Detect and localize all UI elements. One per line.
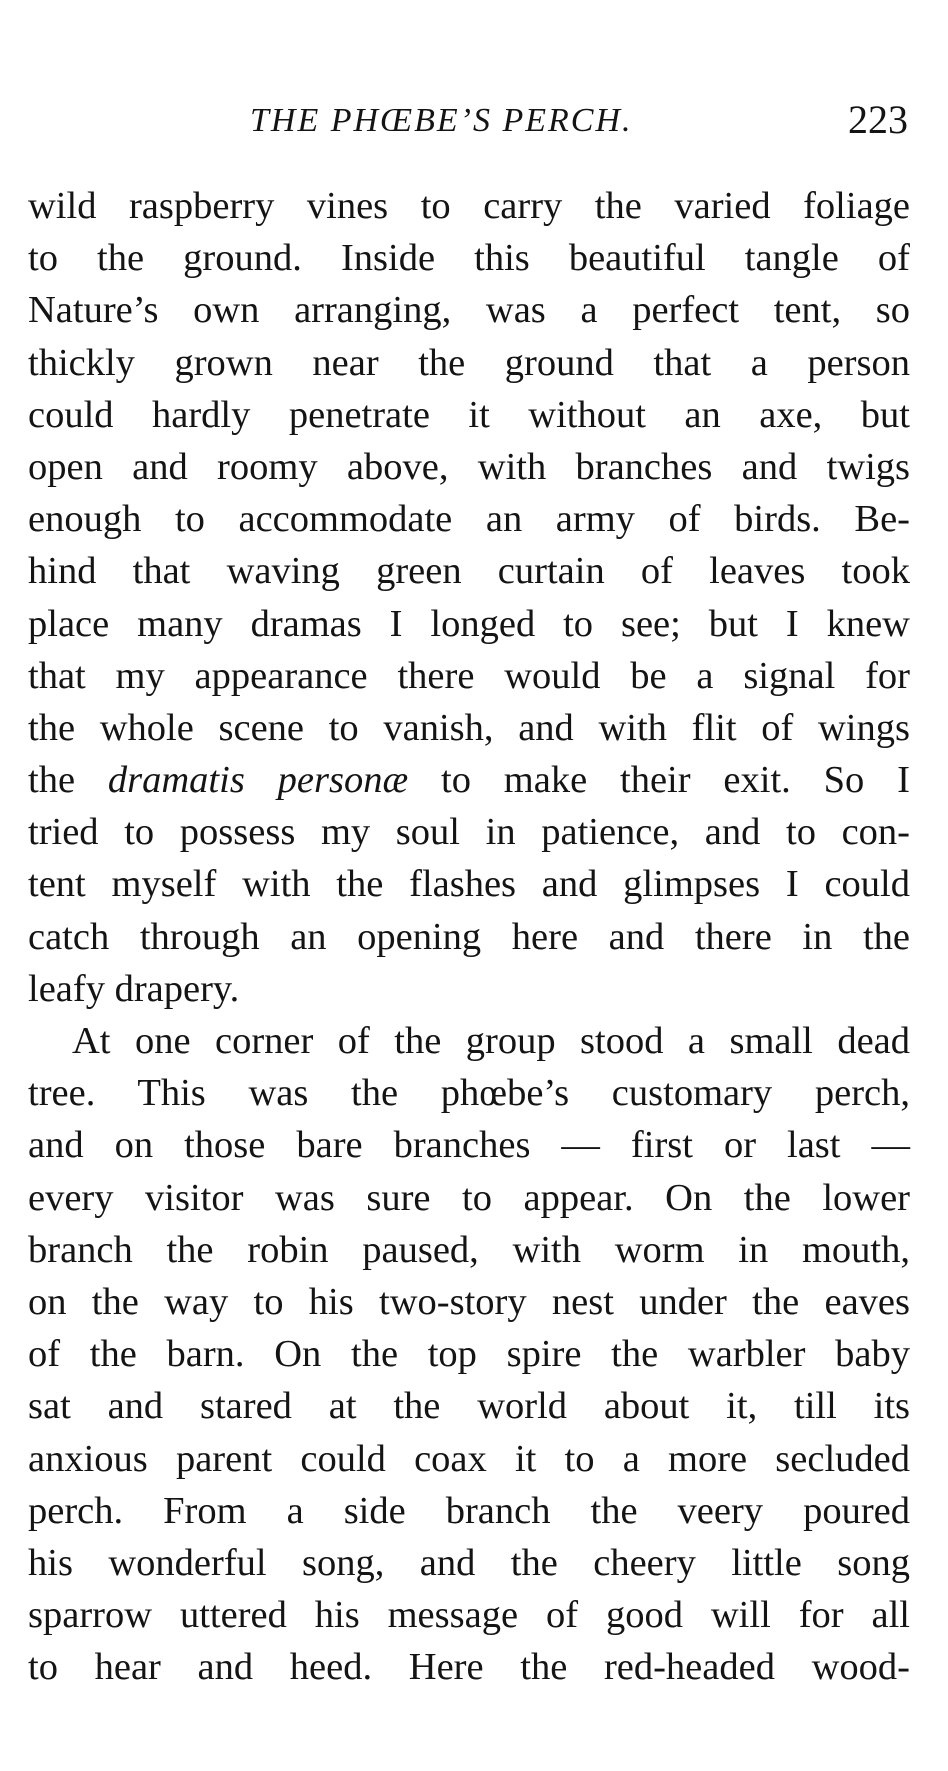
running-title: THE PHŒBE’S PERCH. — [250, 102, 633, 139]
running-head — [0, 92, 948, 152]
line-text-before-italic: the — [28, 759, 108, 802]
text-line: perch. From a side branch the veery poured — [28, 1489, 910, 1532]
body-text — [28, 180, 910, 1693]
text-line: branch the robin paused, with worm in mouth, — [28, 1228, 910, 1271]
text-line: thickly grown near the ground that a person — [28, 341, 910, 384]
text-line: wild raspberry vines to carry the varied foliage — [28, 185, 910, 227]
text-line: to the ground. Inside this beautiful tangle of — [28, 237, 910, 280]
text-line: enough to accommodate an army of birds. Be- — [28, 498, 910, 541]
text-line: place many dramas I longed to see; but I knew — [28, 602, 910, 645]
paragraph-first-line: At one corner of the group stood a small dead — [72, 1020, 910, 1062]
text-line: tree. This was the phœbe’s customary perch, — [28, 1072, 910, 1115]
text-line: tried to possess my soul in patience, and to con- — [28, 811, 910, 854]
text-line: tent myself with the flashes and glimpses I could — [28, 863, 910, 906]
text-line: sparrow uttered his message of good will for all — [28, 1594, 910, 1637]
text-line: catch through an opening here and there in the — [28, 915, 910, 958]
text-line: open and roomy above, with branches and twigs — [28, 445, 910, 488]
text-line: hind that waving green curtain of leaves took — [28, 550, 910, 593]
text-line: Nature’s own arranging, was a perfect tent, so — [28, 289, 910, 332]
text-line: on the way to his two-story nest under the eaves — [28, 1280, 910, 1323]
text-line: sat and stared at the world about it, till its — [28, 1385, 910, 1428]
text-line: anxious parent could coax it to a more secluded — [28, 1437, 910, 1480]
text-line: that my appearance there would be a signal for — [28, 654, 910, 697]
text-line: and on those bare branches — first or last — — [28, 1124, 910, 1167]
text-line: every visitor was sure to appear. On the lower — [28, 1176, 910, 1219]
text-line: to hear and heed. Here the red-headed wood- — [28, 1646, 910, 1689]
paragraph-last-line: leafy drapery. — [28, 967, 240, 1010]
text-line: could hardly penetrate it without an axe, but — [28, 393, 910, 436]
line-text-after-italic: to make their exit. So I — [408, 759, 910, 802]
page-number: 223 — [848, 97, 908, 142]
text-line-with-italic — [28, 754, 910, 806]
italic-phrase: dramatis personæ — [107, 759, 409, 802]
text-line: the whole scene to vanish, and with flit of wings — [28, 706, 910, 749]
text-line: of the barn. On the top spire the warbler baby — [28, 1333, 910, 1376]
text-line: his wonderful song, and the cheery little song — [28, 1541, 910, 1584]
